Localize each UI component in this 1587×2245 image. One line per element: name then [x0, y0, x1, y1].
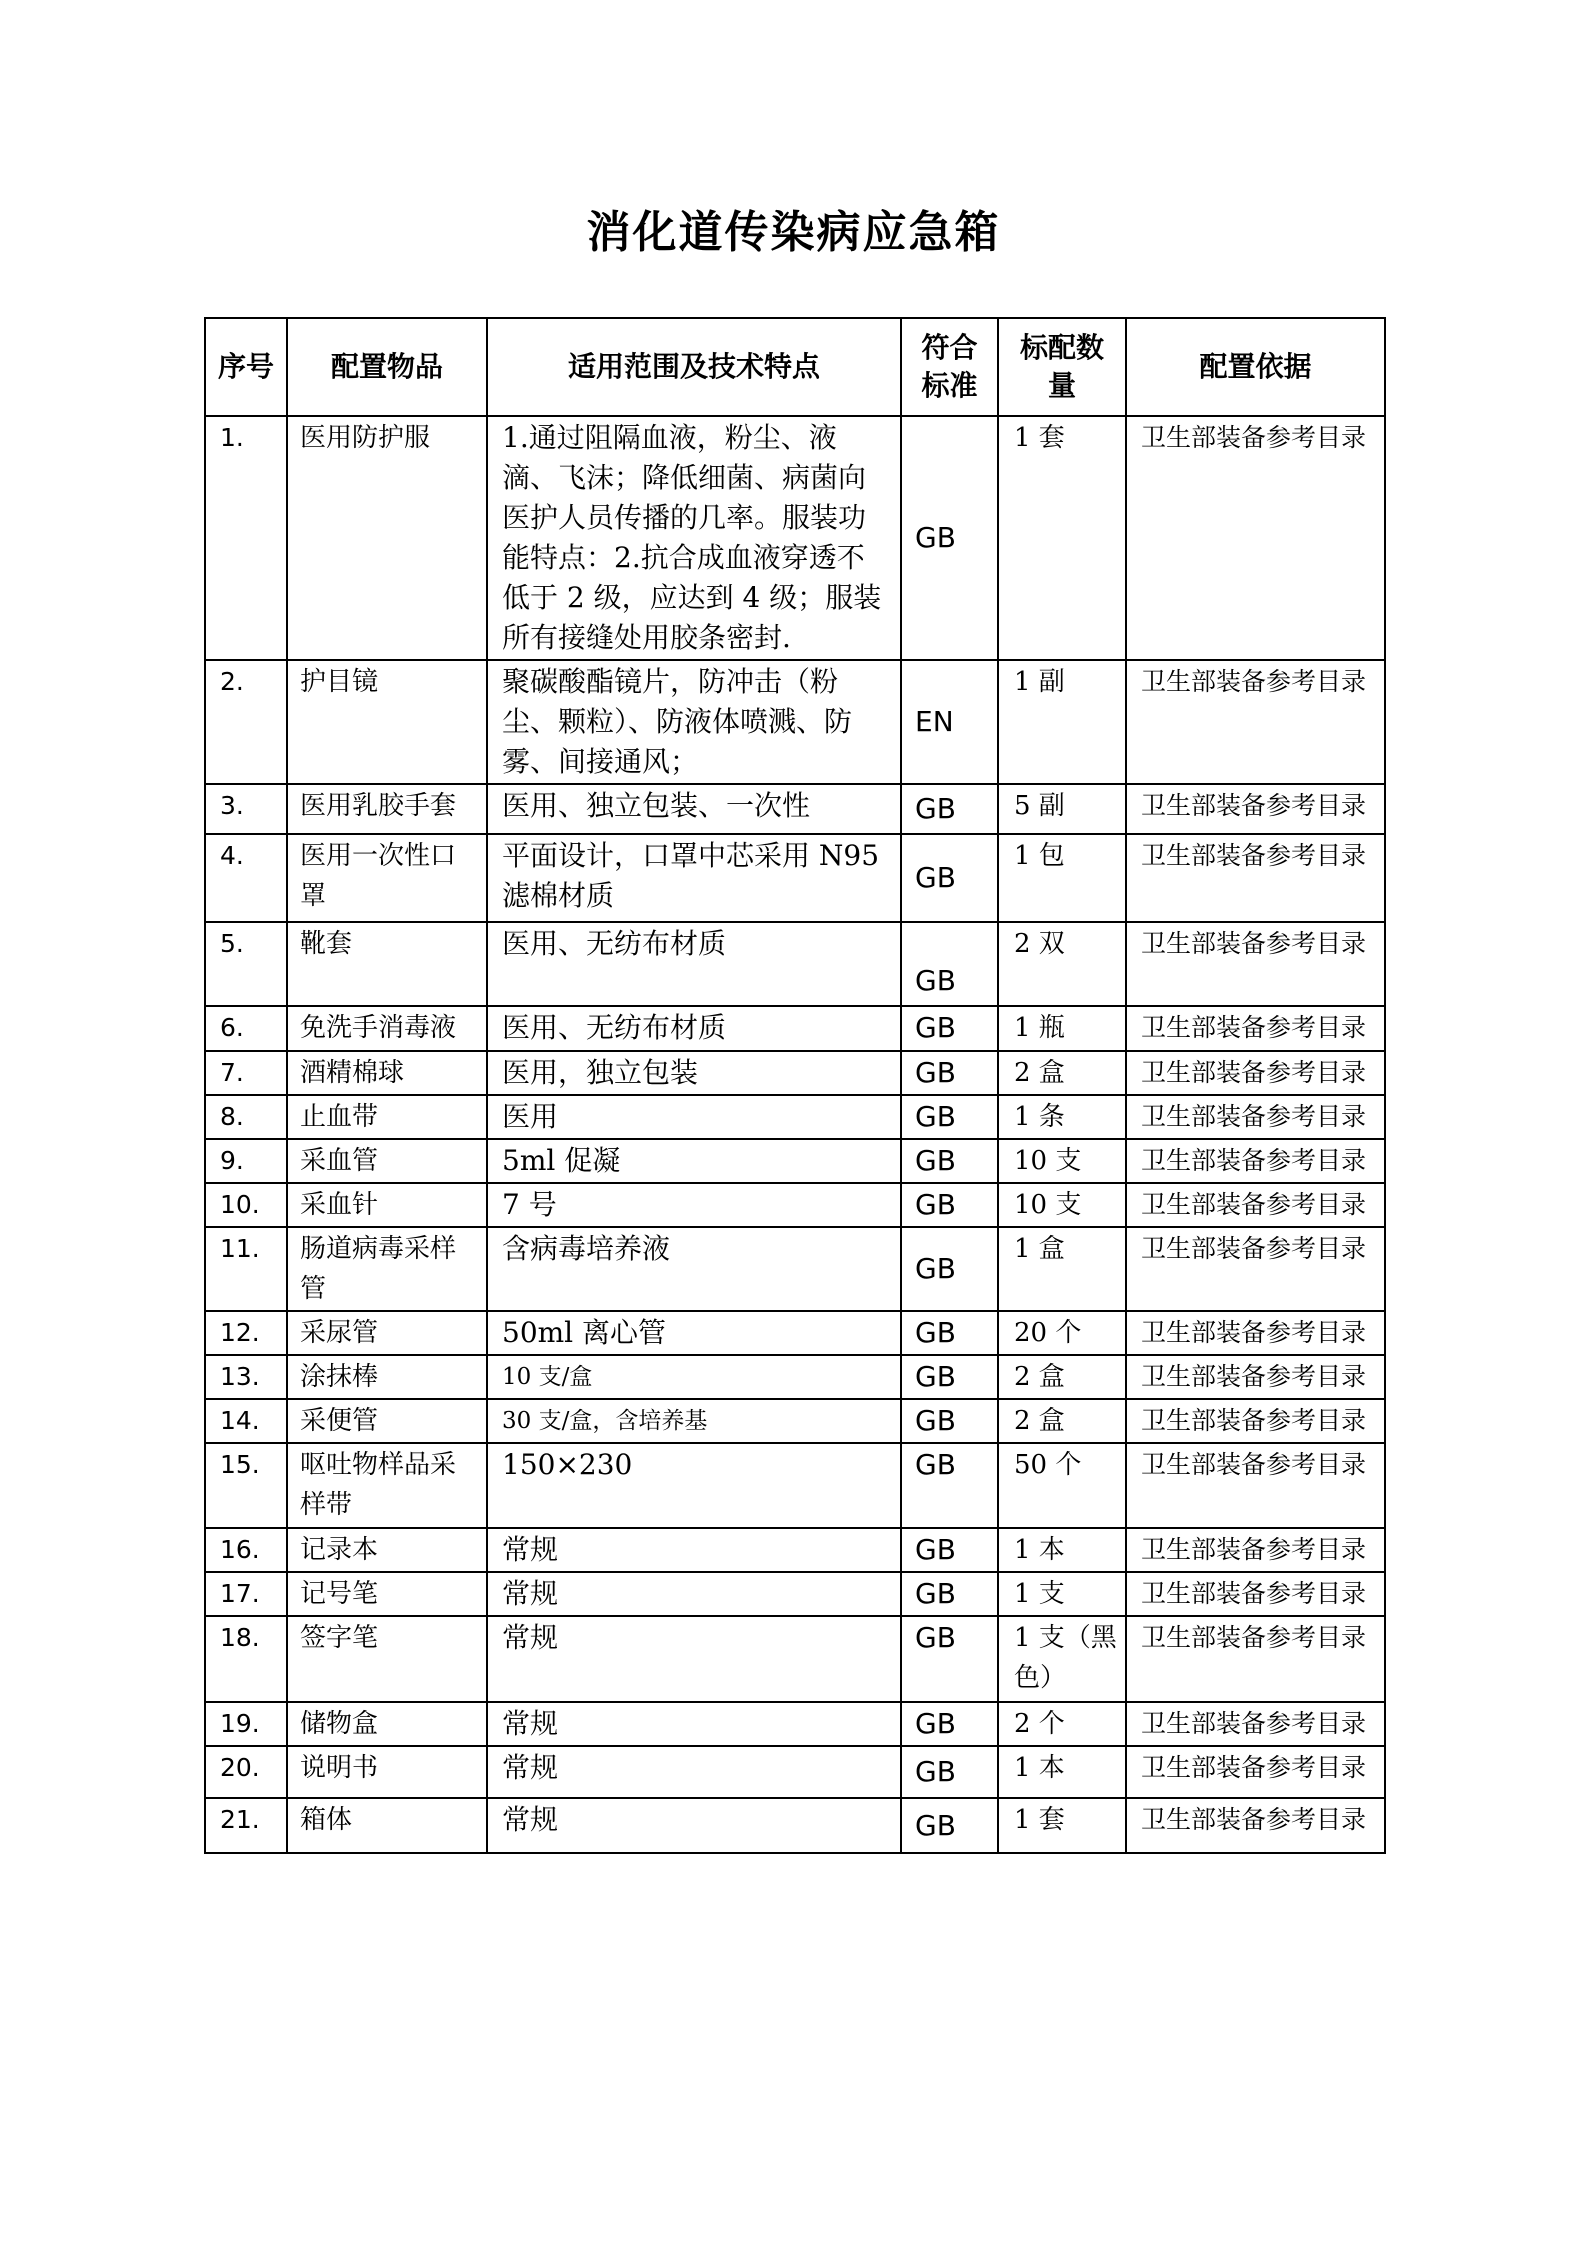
cell-desc: 1.通过阻隔血液，粉尘、液滴、飞沫；降低细菌、病菌向医护人员传播的几率。服装功能特点：2.抗合成血液穿透不低于 2 级，应达到 4 级；服装所有接缝处用胶条密封. [487, 416, 901, 660]
cell-std: GB [901, 1051, 998, 1095]
cell-desc: 常规 [487, 1798, 901, 1853]
cell-no: 11. [205, 1227, 287, 1311]
cell-std: GB [901, 784, 998, 834]
cell-no: 9. [205, 1139, 287, 1183]
table-row [205, 922, 1385, 1006]
cell-item: 说明书 [287, 1746, 487, 1798]
cell-basis: 卫生部装备参考目录 [1126, 1311, 1385, 1355]
cell-std: GB [901, 1227, 998, 1311]
cell-item: 签字笔 [287, 1616, 487, 1702]
page-title: 消化道传染病应急箱 [586, 207, 1001, 258]
cell-desc: 聚碳酸酯镜片，防冲击（粉尘、颗粒）、防液体喷溅、防雾、间接通风； [487, 660, 901, 784]
table-row [205, 834, 1385, 922]
cell-no: 6. [205, 1006, 287, 1051]
cell-item: 止血带 [287, 1095, 487, 1139]
table-row [205, 660, 1385, 784]
table-row [205, 416, 1385, 660]
cell-qty: 10 支 [998, 1139, 1126, 1183]
cell-item: 肠道病毒采样管 [287, 1227, 487, 1311]
cell-std: GB [901, 1572, 998, 1616]
table-row [205, 1572, 1385, 1616]
cell-no: 19. [205, 1702, 287, 1746]
cell-no: 14. [205, 1399, 287, 1443]
cell-std: GB [901, 1311, 998, 1355]
table-row [205, 1355, 1385, 1399]
cell-desc: 10 支/盒 [487, 1355, 901, 1399]
cell-basis: 卫生部装备参考目录 [1126, 1798, 1385, 1853]
cell-std: GB [901, 1183, 998, 1227]
cell-qty: 1 套 [998, 1798, 1126, 1853]
table-row [205, 1746, 1385, 1798]
cell-std: EN [901, 660, 998, 784]
cell-basis: 卫生部装备参考目录 [1126, 834, 1385, 922]
cell-item: 免洗手消毒液 [287, 1006, 487, 1051]
cell-no: 4. [205, 834, 287, 922]
cell-no: 8. [205, 1095, 287, 1139]
table-row [205, 1051, 1385, 1095]
table-row [205, 1528, 1385, 1572]
cell-no: 12. [205, 1311, 287, 1355]
equipment-table [204, 317, 1386, 1854]
cell-no: 21. [205, 1798, 287, 1853]
cell-basis: 卫生部装备参考目录 [1126, 1227, 1385, 1311]
cell-basis: 卫生部装备参考目录 [1126, 1095, 1385, 1139]
cell-basis: 卫生部装备参考目录 [1126, 1746, 1385, 1798]
cell-desc: 50ml 离心管 [487, 1311, 901, 1355]
cell-no: 20. [205, 1746, 287, 1798]
cell-std: GB [901, 922, 998, 1006]
table-row [205, 1311, 1385, 1355]
cell-qty: 1 副 [998, 660, 1126, 784]
cell-desc: 常规 [487, 1746, 901, 1798]
cell-qty: 1 套 [998, 416, 1126, 660]
column-header: 配置依据 [1126, 318, 1385, 416]
cell-qty: 50 个 [998, 1443, 1126, 1528]
cell-desc: 医用、无纺布材质 [487, 1006, 901, 1051]
table-row [205, 1006, 1385, 1051]
table-row [205, 1183, 1385, 1227]
cell-desc: 常规 [487, 1702, 901, 1746]
cell-basis: 卫生部装备参考目录 [1126, 1006, 1385, 1051]
table-row [205, 1139, 1385, 1183]
cell-qty: 2 双 [998, 922, 1126, 1006]
cell-qty: 5 副 [998, 784, 1126, 834]
cell-basis: 卫生部装备参考目录 [1126, 784, 1385, 834]
column-header: 适用范围及技术特点 [487, 318, 901, 416]
cell-desc: 30 支/盒，含培养基 [487, 1399, 901, 1443]
cell-no: 17. [205, 1572, 287, 1616]
cell-no: 2. [205, 660, 287, 784]
cell-item: 采便管 [287, 1399, 487, 1443]
cell-std: GB [901, 1006, 998, 1051]
cell-item: 呕吐物样品采样带 [287, 1443, 487, 1528]
cell-desc: 医用，独立包装 [487, 1051, 901, 1095]
cell-desc: 常规 [487, 1616, 901, 1702]
cell-qty: 2 个 [998, 1702, 1126, 1746]
cell-std: GB [901, 1798, 998, 1853]
header-row [205, 318, 1385, 416]
cell-std: GB [901, 416, 998, 660]
cell-item: 记号笔 [287, 1572, 487, 1616]
cell-std: GB [901, 1702, 998, 1746]
cell-qty: 1 瓶 [998, 1006, 1126, 1051]
cell-desc: 常规 [487, 1572, 901, 1616]
cell-desc: 医用、无纺布材质 [487, 922, 901, 1006]
cell-basis: 卫生部装备参考目录 [1126, 922, 1385, 1006]
cell-item: 记录本 [287, 1528, 487, 1572]
cell-item: 酒精棉球 [287, 1051, 487, 1095]
cell-qty: 1 支（黑色） [998, 1616, 1126, 1702]
column-header: 符合标准 [901, 318, 998, 416]
cell-qty: 1 本 [998, 1528, 1126, 1572]
cell-item: 储物盒 [287, 1702, 487, 1746]
cell-basis: 卫生部装备参考目录 [1126, 1702, 1385, 1746]
cell-item: 采血针 [287, 1183, 487, 1227]
cell-basis: 卫生部装备参考目录 [1126, 1399, 1385, 1443]
cell-desc: 5ml 促凝 [487, 1139, 901, 1183]
cell-no: 15. [205, 1443, 287, 1528]
table-row [205, 1227, 1385, 1311]
table-row [205, 1798, 1385, 1853]
cell-qty: 2 盒 [998, 1355, 1126, 1399]
cell-no: 16. [205, 1528, 287, 1572]
cell-basis: 卫生部装备参考目录 [1126, 660, 1385, 784]
cell-item: 采血管 [287, 1139, 487, 1183]
cell-item: 箱体 [287, 1798, 487, 1853]
table-row [205, 1443, 1385, 1528]
table-row [205, 1616, 1385, 1702]
cell-item: 医用防护服 [287, 416, 487, 660]
cell-qty: 2 盒 [998, 1399, 1126, 1443]
cell-item: 医用乳胶手套 [287, 784, 487, 834]
cell-desc: 医用 [487, 1095, 901, 1139]
cell-no: 3. [205, 784, 287, 834]
cell-std: GB [901, 1399, 998, 1443]
cell-basis: 卫生部装备参考目录 [1126, 1528, 1385, 1572]
cell-desc: 平面设计，口罩中芯采用 N95 滤棉材质 [487, 834, 901, 922]
column-header: 标配数量 [998, 318, 1126, 416]
column-header: 序号 [205, 318, 287, 416]
cell-basis: 卫生部装备参考目录 [1126, 416, 1385, 660]
cell-std: GB [901, 1095, 998, 1139]
cell-item: 护目镜 [287, 660, 487, 784]
cell-item: 靴套 [287, 922, 487, 1006]
table-row [205, 1095, 1385, 1139]
cell-basis: 卫生部装备参考目录 [1126, 1183, 1385, 1227]
cell-qty: 1 包 [998, 834, 1126, 922]
cell-std: GB [901, 1443, 998, 1528]
cell-qty: 1 盒 [998, 1227, 1126, 1311]
column-header: 配置物品 [287, 318, 487, 416]
cell-item: 医用一次性口罩 [287, 834, 487, 922]
cell-basis: 卫生部装备参考目录 [1126, 1616, 1385, 1702]
cell-qty: 1 条 [998, 1095, 1126, 1139]
cell-no: 1. [205, 416, 287, 660]
cell-qty: 10 支 [998, 1183, 1126, 1227]
cell-desc: 150×230 [487, 1443, 901, 1528]
cell-std: GB [901, 834, 998, 922]
cell-no: 7. [205, 1051, 287, 1095]
cell-std: GB [901, 1355, 998, 1399]
cell-item: 采尿管 [287, 1311, 487, 1355]
cell-std: GB [901, 1139, 998, 1183]
cell-qty: 1 支 [998, 1572, 1126, 1616]
cell-std: GB [901, 1746, 998, 1798]
cell-basis: 卫生部装备参考目录 [1126, 1051, 1385, 1095]
cell-basis: 卫生部装备参考目录 [1126, 1355, 1385, 1399]
cell-desc: 含病毒培养液 [487, 1227, 901, 1311]
table-row [205, 1399, 1385, 1443]
cell-basis: 卫生部装备参考目录 [1126, 1572, 1385, 1616]
cell-desc: 常规 [487, 1528, 901, 1572]
cell-no: 13. [205, 1355, 287, 1399]
table-body [205, 416, 1385, 1853]
table-row [205, 784, 1385, 834]
cell-std: GB [901, 1528, 998, 1572]
cell-qty: 20 个 [998, 1311, 1126, 1355]
cell-basis: 卫生部装备参考目录 [1126, 1443, 1385, 1528]
cell-desc: 7 号 [487, 1183, 901, 1227]
cell-no: 10. [205, 1183, 287, 1227]
cell-basis: 卫生部装备参考目录 [1126, 1139, 1385, 1183]
table-row [205, 1702, 1385, 1746]
cell-qty: 1 本 [998, 1746, 1126, 1798]
cell-item: 涂抹棒 [287, 1355, 487, 1399]
cell-no: 5. [205, 922, 287, 1006]
cell-std: GB [901, 1616, 998, 1702]
cell-no: 18. [205, 1616, 287, 1702]
cell-qty: 2 盒 [998, 1051, 1126, 1095]
cell-desc: 医用、独立包装、一次性 [487, 784, 901, 834]
